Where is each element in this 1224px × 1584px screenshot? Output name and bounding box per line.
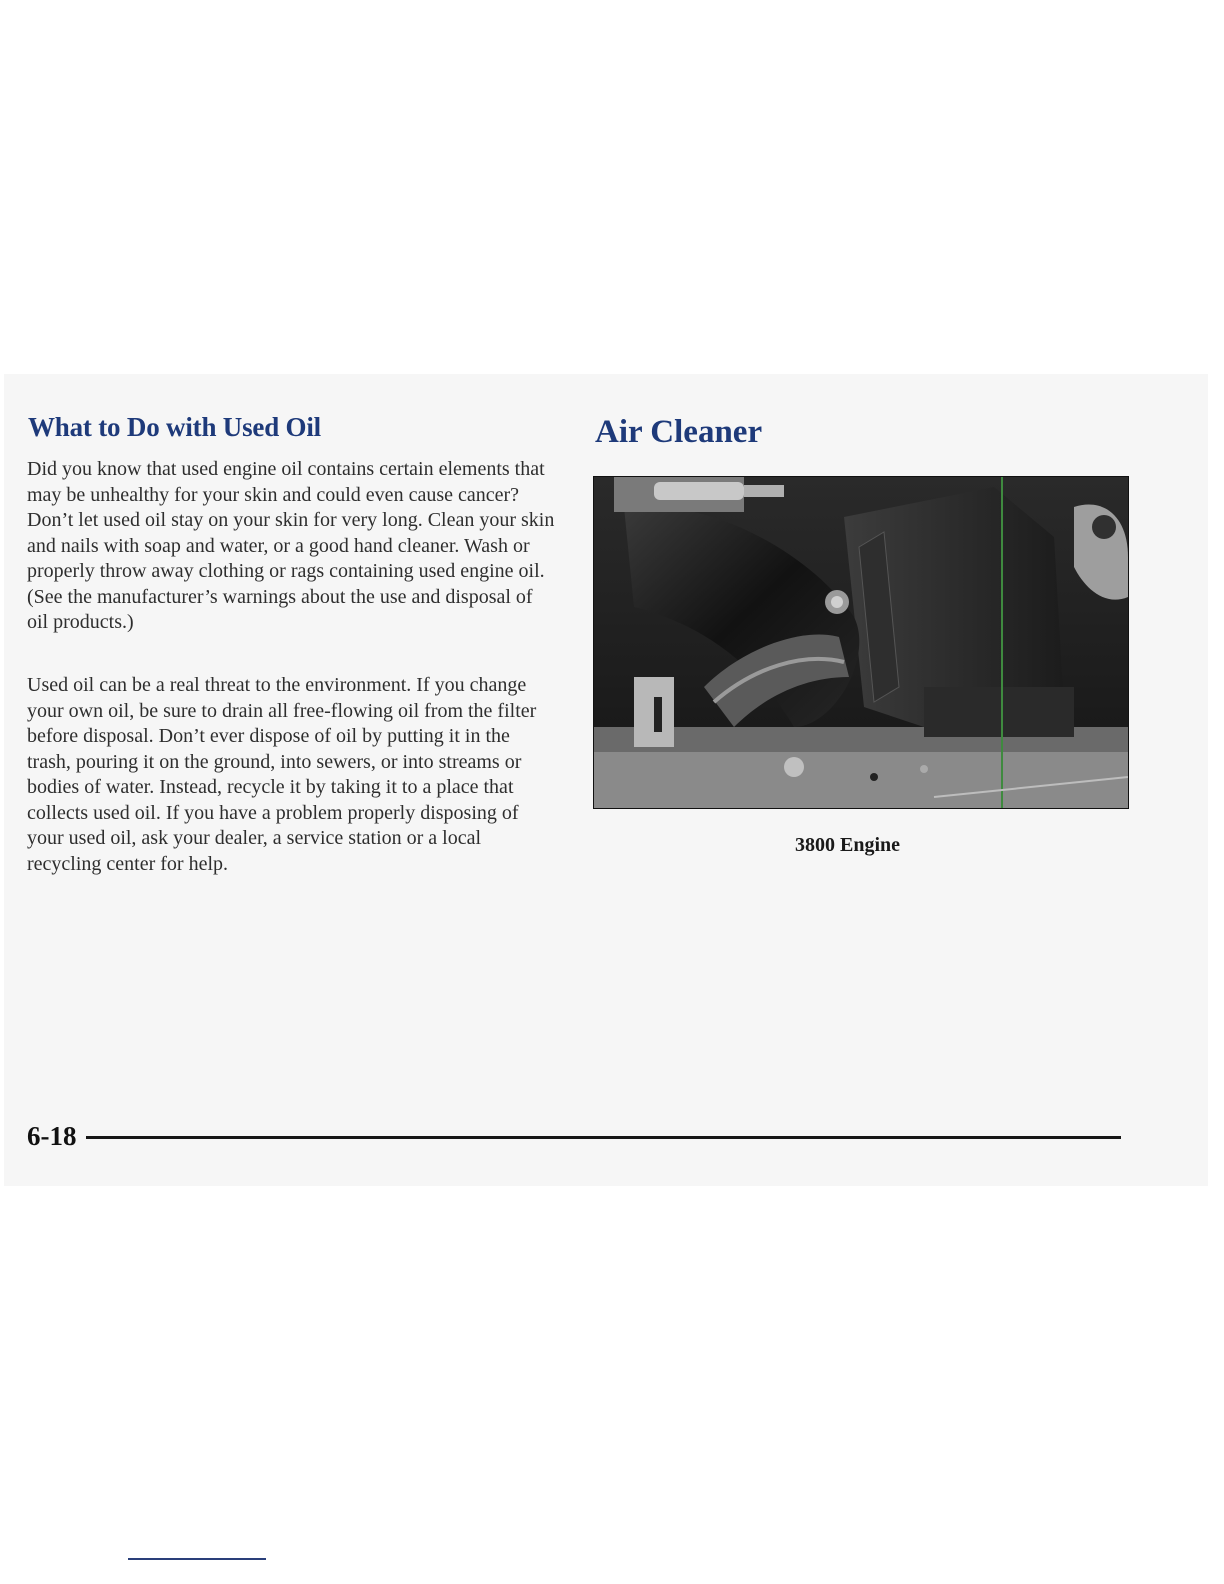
photo-caption: 3800 Engine xyxy=(795,834,901,856)
footer-rule xyxy=(86,1136,1121,1139)
page-number: 6-18 xyxy=(27,1121,77,1151)
used-oil-paragraph-1: Did you know that used engine oil contains certain elements that may be unhealthy for your skin and could even cause cancer? Don’t let used oil stay on your skin for very long. Clean your skin and nails with soap and water, or a good hand cleaner. Wash or properly throw away clothing or rags containing used engine oil. (See the manufacturer’s warnings about the use and disposal of oil products.) xyxy=(27,458,555,633)
air-cleaner-heading: Air Cleaner xyxy=(595,414,763,450)
bottom-stub-line xyxy=(128,1558,266,1560)
used-oil-heading: What to Do with Used Oil xyxy=(28,412,321,442)
used-oil-paragraph-2: Used oil can be a real threat to the environment. If you change your own oil, be sure to drain all free-flowing oil from the filter before disposal. Don’t ever dispose of oil by putting it in the trash, pouring it on the ground, into sewers, or into streams or bodies of water. Instead, recycle it by taking it to a place that collects used oil. If you have a problem properly disposing of your used oil, ask your dealer, a service station or a local recycling center for help. xyxy=(27,674,537,875)
engine-photo xyxy=(593,476,1129,809)
engine-photo-drawing xyxy=(594,477,1128,808)
